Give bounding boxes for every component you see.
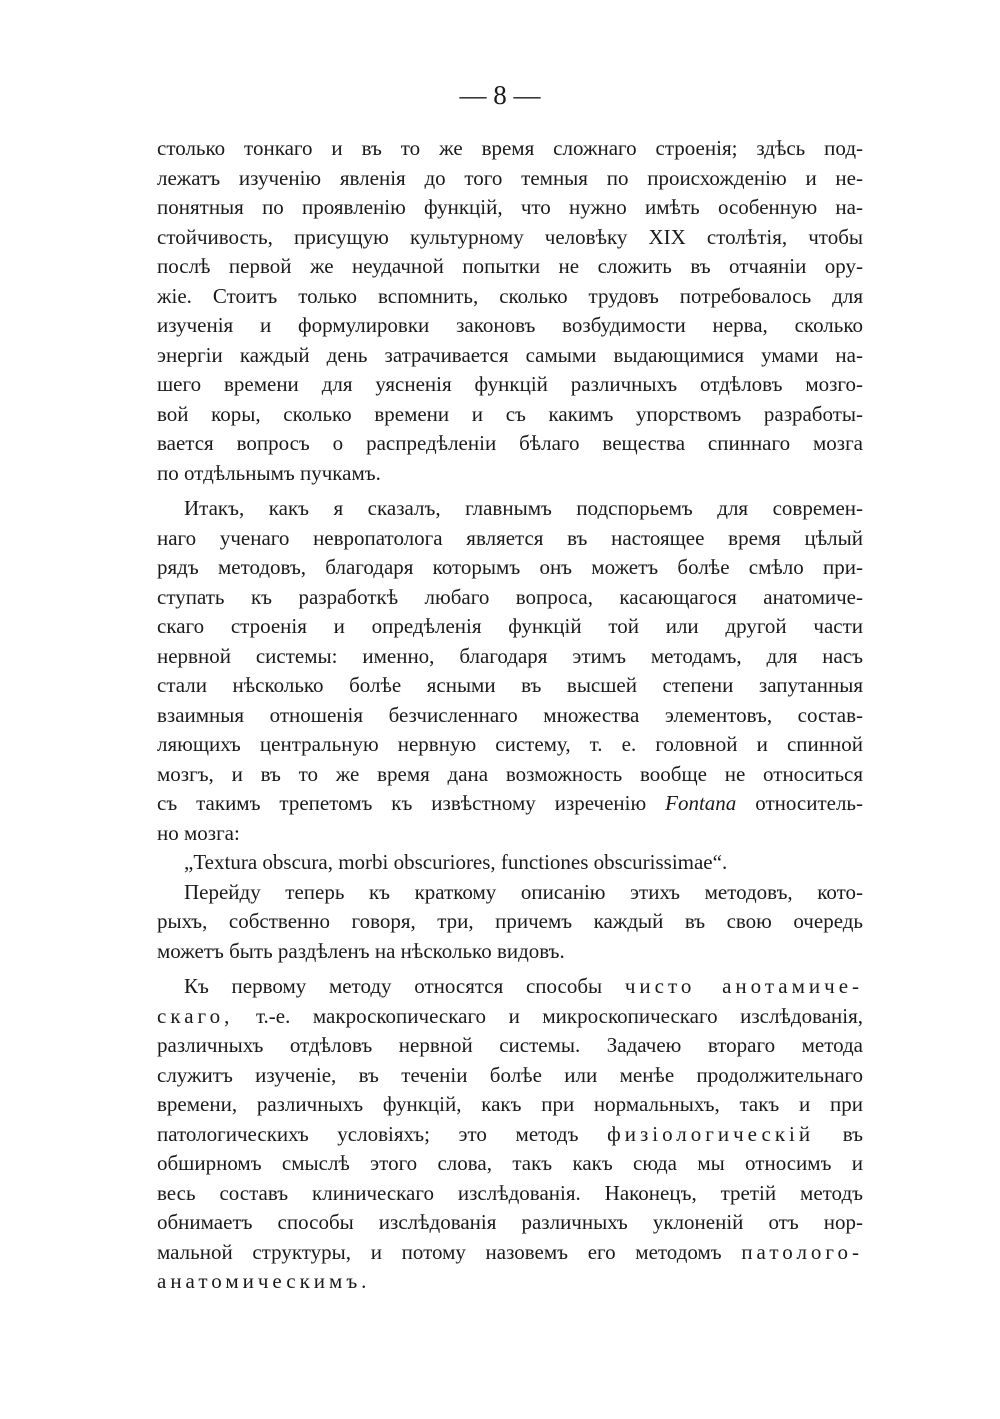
text-line: рядъ методовъ, благодаря которымъ онъ можетъ болѣе смѣло при-	[157, 555, 863, 579]
text-line: по отдѣльнымъ пучкамъ.	[157, 460, 381, 485]
text-line: понятныя по проявленію функцій, что нужно имѣть особенную на-	[157, 195, 863, 219]
text-line: вается вопросъ о распредѣленіи бѣлаго вещества спиннаго мозга	[157, 431, 863, 455]
text-line: послѣ первой же неудачной попытки не сложить въ отчаяніи ору-	[157, 254, 863, 278]
paragraph	[157, 972, 863, 1297]
text-line	[157, 1002, 863, 1032]
text-line: шего времени для уясненія функцій различныхъ отдѣловъ мозго-	[157, 372, 863, 396]
text-line: жіе. Стоитъ только вспомнить, сколько трудовъ потребовалось для	[157, 283, 863, 308]
text-line	[157, 972, 863, 1002]
text-line: Перейду теперь къ краткому описанію этихъ методовъ, кото-	[184, 879, 863, 904]
text-line: можетъ быть раздѣленъ на нѣсколько видовъ.	[157, 938, 565, 963]
text-segment: въ	[842, 1121, 863, 1146]
text-line: обширномъ смыслѣ этого слова, такъ какъ сюда мы относимъ и	[157, 1151, 863, 1175]
text-line: изученія и формулировки законовъ возбудимости нерва, сколько	[157, 313, 863, 337]
text-line: взаимныя отношенія безчисленнаго множества элементовъ, состав-	[157, 702, 863, 727]
author-name: Fontana	[665, 791, 737, 815]
text-line: анатомическимъ.	[157, 1269, 371, 1293]
text-line: энергіи каждый день затрачивается самыми выдающимися умами на-	[157, 342, 863, 367]
text-line: ляющихъ центральную нервную систему, т. е. головной и спинной	[157, 732, 863, 756]
text-segment: т.-е. макроскопическаго и микроскопическаго изслѣдованія,	[255, 1003, 864, 1028]
text-line	[157, 789, 863, 819]
text-line: ступать къ разработкѣ любаго вопроса, касающагося анатомиче-	[157, 584, 863, 609]
text-line: скаго строенія и опредѣленія функцій той или другой части	[157, 614, 863, 638]
text-line: столько тонкаго и въ то же время сложнаго строенія; здѣсь под-	[157, 136, 863, 160]
quotation	[157, 848, 863, 878]
text-line: лежатъ изученію явленія до того темныя по происхожденію и не-	[157, 165, 863, 190]
text-segment: относитель-	[755, 791, 864, 815]
text-line: служитъ изученіе, въ теченіи болѣе или менѣе продолжительнаго	[157, 1062, 863, 1087]
text-segment: патологическихъ условіяхъ; это методъ	[157, 1121, 579, 1146]
spaced-term: чисто анотамиче-	[624, 974, 864, 998]
text-line: стали нѣсколько болѣе ясными въ высшей степени запутанныя	[157, 673, 863, 697]
text-line: Итакъ, какъ я сказалъ, главнымъ подспорьемъ для современ-	[184, 496, 863, 520]
text-line: вой коры, сколько времени и съ какимъ упорствомъ разработы-	[157, 401, 863, 426]
text-line: рыхъ, собственно говоря, три, причемъ каждый въ свою очередь	[157, 909, 863, 933]
spaced-term: скаго,	[157, 1003, 234, 1028]
page-number: — 8 —	[459, 80, 541, 110]
text-line: обнимаетъ способы изслѣдованія различныхъ уклоненій отъ нор-	[157, 1210, 863, 1234]
body-text	[157, 134, 863, 1297]
text-line: наго ученаго невропатолога является въ настоящее время цѣлый	[157, 525, 863, 550]
text-segment: съ такимъ трепетомъ къ извѣстному изреченію	[157, 791, 647, 815]
text-line: но мозга:	[157, 820, 240, 845]
text-line	[157, 1120, 863, 1150]
text-line: различныхъ отдѣловъ нервной системы. Задачею втораго метода	[157, 1033, 863, 1057]
paragraph	[157, 494, 863, 848]
text-line: стойчивость, присущую культурному человѣку XIX столѣтія, чтобы	[157, 224, 863, 249]
text-line: времени, различныхъ функцій, какъ при нормальныхъ, такъ и при	[157, 1092, 863, 1116]
text-line: мозгъ, и въ то же время дана возможность вообще не относиться	[157, 761, 863, 786]
text-line: нервной системы: именно, благодаря этимъ методамъ, для насъ	[157, 643, 863, 668]
paragraph	[157, 134, 863, 488]
text-line: весь составъ клиническаго изслѣдованія. Наконецъ, третій методъ	[157, 1180, 863, 1205]
paragraph	[157, 878, 863, 967]
spaced-term: патолого-	[741, 1239, 864, 1264]
text-line	[157, 1238, 863, 1268]
spaced-term: физіологическій	[607, 1121, 815, 1146]
text-segment: мальной структуры, и потому назовемъ его методомъ	[157, 1239, 722, 1264]
text-line: „Textura obscura, morbi obscuriores, functiones obscurissimae“.	[184, 850, 728, 874]
text-segment: Къ первому методу относятся способы	[184, 974, 603, 998]
